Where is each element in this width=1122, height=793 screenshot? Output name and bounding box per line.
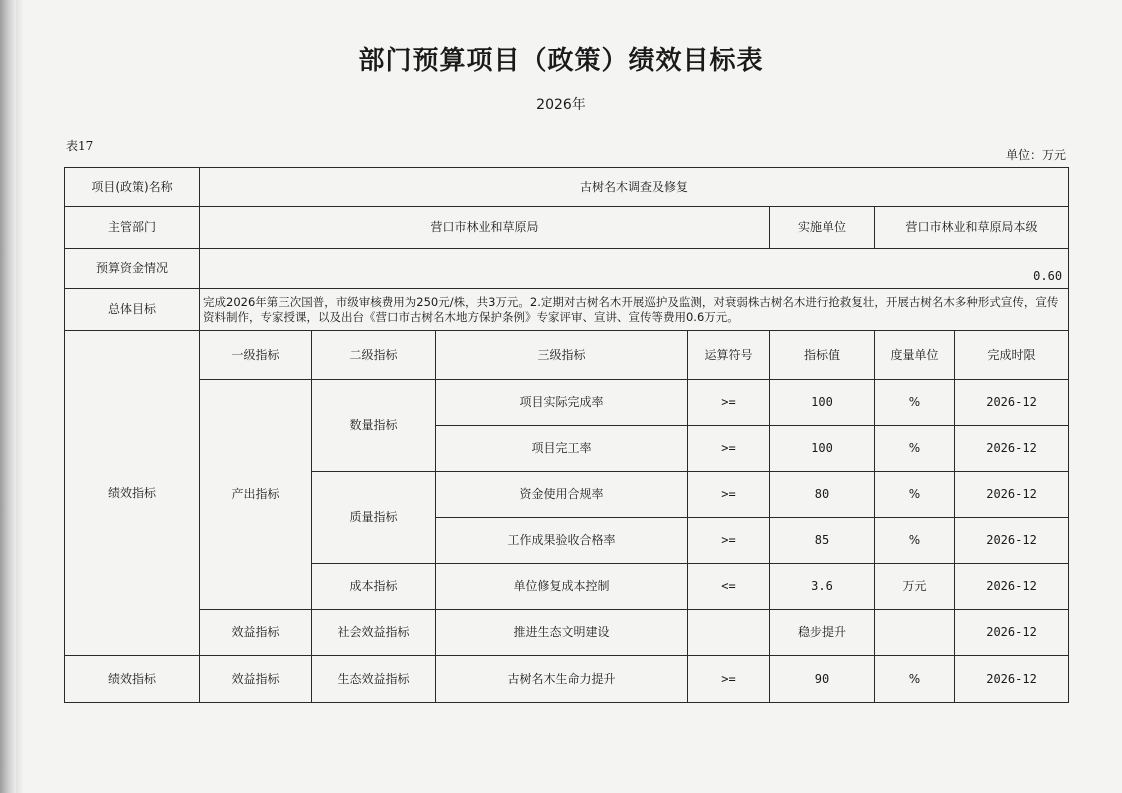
section-label-performance: 绩效指标	[65, 331, 200, 656]
indicator-value: 3.6	[770, 564, 875, 610]
indicator-name: 工作成果验收合格率	[436, 518, 688, 564]
indicator-deadline: 2026-12	[955, 518, 1069, 564]
impl-unit-value: 营口市林业和草原局本级	[875, 207, 1069, 249]
indicator-deadline: 2026-12	[955, 564, 1069, 610]
indicator-operator: <=	[688, 564, 770, 610]
group-eco-benefit: 生态效益指标	[312, 656, 436, 703]
dept-label: 主管部门	[65, 207, 200, 249]
indicator-value: 100	[770, 426, 875, 472]
indicator-name: 古树名木生命力提升	[436, 656, 688, 703]
header-operator: 运算符号	[688, 331, 770, 380]
header-level3: 三级指标	[436, 331, 688, 380]
group-quality: 质量指标	[312, 472, 436, 564]
indicator-unit: %	[875, 656, 955, 703]
indicator-operator: >=	[688, 380, 770, 426]
header-deadline: 完成时限	[955, 331, 1069, 380]
overall-goal-label: 总体目标	[65, 289, 200, 331]
table-row	[65, 610, 1069, 656]
group-benefit-2: 效益指标	[200, 656, 312, 703]
indicator-deadline: 2026-12	[955, 380, 1069, 426]
indicator-value: 稳步提升	[770, 610, 875, 656]
indicator-unit: %	[875, 472, 955, 518]
budget-value: 0.60	[200, 249, 1069, 289]
performance-table	[64, 167, 1069, 703]
group-quantity: 数量指标	[312, 380, 436, 472]
indicator-name: 资金使用合规率	[436, 472, 688, 518]
header-target-value: 指标值	[770, 331, 875, 380]
header-unit: 度量单位	[875, 331, 955, 380]
indicator-deadline: 2026-12	[955, 472, 1069, 518]
indicator-operator: >=	[688, 426, 770, 472]
document-year: 2026年	[536, 97, 586, 113]
page-binding-shadow	[16, 0, 24, 793]
indicator-value: 85	[770, 518, 875, 564]
group-social-benefit: 社会效益指标	[312, 610, 436, 656]
table-row	[65, 249, 1069, 289]
project-name-value: 古树名木调查及修复	[200, 168, 1069, 207]
indicator-unit: %	[875, 380, 955, 426]
table-row	[65, 656, 1069, 703]
table-row	[65, 168, 1069, 207]
indicator-deadline: 2026-12	[955, 610, 1069, 656]
indicator-deadline: 2026-12	[955, 426, 1069, 472]
indicator-deadline: 2026-12	[955, 656, 1069, 703]
indicator-unit: 万元	[875, 564, 955, 610]
table-row	[65, 289, 1069, 331]
indicator-unit	[875, 610, 955, 656]
table-row	[65, 380, 1069, 426]
table-header-row	[65, 331, 1069, 380]
project-name-label: 项目(政策)名称	[65, 168, 200, 207]
indicator-name: 项目完工率	[436, 426, 688, 472]
budget-label: 预算资金情况	[65, 249, 200, 289]
indicator-name: 推进生态文明建设	[436, 610, 688, 656]
indicator-name: 单位修复成本控制	[436, 564, 688, 610]
table-number: 表17	[66, 139, 94, 153]
header-level1: 一级指标	[200, 331, 312, 380]
overall-goal-value: 完成2026年第三次国普，市级审核费用为250元/株，共3万元。2.定期对古树名木开展巡护及监测，对衰弱株古树名木进行抢救复壮，开展古树名木多种形式宣传，宣传资料制作，专家授课，以及出台《营口市古树名木地方保护条例》专家评审、宣讲、宣传等费用0.6万元。	[200, 289, 1069, 331]
unit-label: 单位：万元	[1005, 148, 1066, 162]
indicator-operator: >=	[688, 518, 770, 564]
section-label-performance-2: 绩效指标	[65, 656, 200, 703]
header-level2: 二级指标	[312, 331, 436, 380]
indicator-value: 80	[770, 472, 875, 518]
page-binding-edge	[0, 0, 16, 793]
indicator-operator: >=	[688, 472, 770, 518]
indicator-operator: >=	[688, 656, 770, 703]
group-cost: 成本指标	[312, 564, 436, 610]
indicator-value: 100	[770, 380, 875, 426]
indicator-operator	[688, 610, 770, 656]
indicator-unit: %	[875, 426, 955, 472]
dept-value: 营口市林业和草原局	[200, 207, 770, 249]
table-row	[65, 207, 1069, 249]
indicator-value: 90	[770, 656, 875, 703]
document-title: 部门预算项目（政策）绩效目标表	[358, 46, 764, 76]
impl-unit-label: 实施单位	[770, 207, 875, 249]
indicator-name: 项目实际完成率	[436, 380, 688, 426]
group-benefit: 效益指标	[200, 610, 312, 656]
indicator-unit: %	[875, 518, 955, 564]
group-output: 产出指标	[200, 380, 312, 610]
